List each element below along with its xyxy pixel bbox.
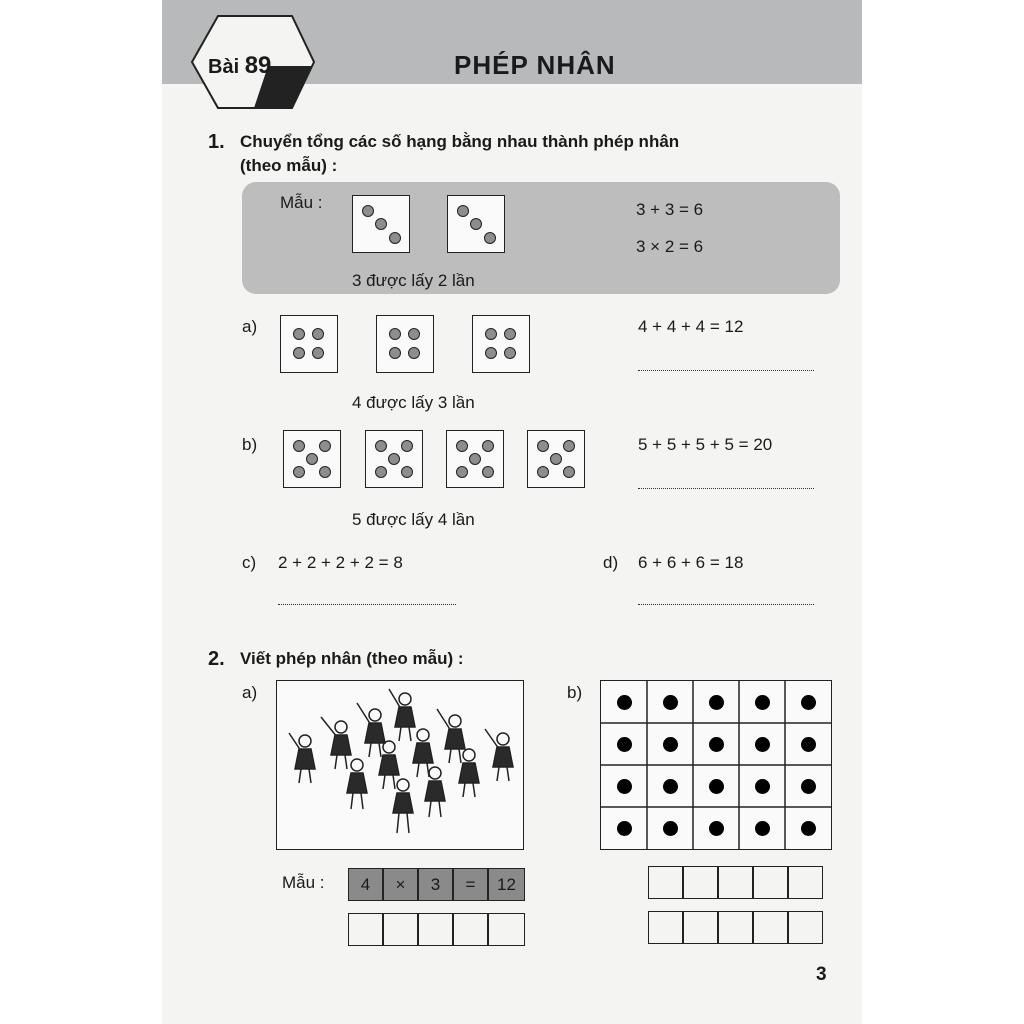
- ex2-a-label: a): [242, 683, 258, 702]
- grid-dot: [801, 821, 816, 836]
- grid-dot: [755, 821, 770, 836]
- sample-label: Mẫu :: [280, 193, 323, 212]
- page-title: PHÉP NHÂN: [454, 50, 616, 80]
- answer-a-cell-4[interactable]: [453, 913, 488, 946]
- answer-b2-cell-3[interactable]: [718, 911, 753, 944]
- sample-cell-4: =: [453, 868, 488, 901]
- child-figure: [437, 709, 465, 763]
- answer-a-cell-1[interactable]: [348, 913, 383, 946]
- child-figure: [485, 729, 513, 781]
- grid-dot: [617, 821, 632, 836]
- sample-cell-5: 12: [488, 868, 525, 901]
- die-b-1: [283, 430, 341, 488]
- sample-product: 3 × 2 = 6: [636, 237, 704, 256]
- child-figure: [393, 779, 413, 833]
- page-number: 3: [816, 964, 827, 985]
- item-a-sum: 4 + 4 + 4 = 12: [638, 317, 744, 336]
- child-figure: [357, 703, 385, 757]
- die-a-3: [472, 315, 530, 373]
- sample-sum: 3 + 3 = 6: [636, 200, 704, 219]
- answer-a-cell-3[interactable]: [418, 913, 453, 946]
- item-c-answer-line[interactable]: [278, 604, 456, 605]
- grid-dot: [617, 779, 632, 794]
- sample-die-2: [447, 195, 505, 253]
- exercise-1-instruction-line2: (theo mẫu) :: [240, 156, 338, 175]
- child-figure: [459, 749, 479, 797]
- grid-dot: [801, 737, 816, 752]
- answer-b1-cell-4[interactable]: [753, 866, 788, 899]
- ex2-sample-label: Mẫu :: [282, 873, 325, 892]
- answer-b1-cell-2[interactable]: [683, 866, 718, 899]
- answer-b2-cell-2[interactable]: [683, 911, 718, 944]
- item-b-caption: 5 được lấy 4 lần: [352, 510, 475, 529]
- grid-dot: [755, 737, 770, 752]
- child-figure: [379, 741, 399, 789]
- children-picture: [276, 680, 524, 850]
- grid-dot: [617, 695, 632, 710]
- workbook-page: [162, 0, 862, 1024]
- grid-dot: [709, 779, 724, 794]
- child-figure: [289, 733, 315, 783]
- exercise-2-number: 2.: [208, 648, 225, 670]
- lesson-label: Bài: [208, 56, 240, 78]
- lesson-number: 89: [244, 52, 272, 79]
- item-a-caption: 4 được lấy 3 lần: [352, 393, 475, 412]
- page-header: [162, 0, 862, 84]
- die-b-4: [527, 430, 585, 488]
- die-a-2: [376, 315, 434, 373]
- grid-dot: [709, 695, 724, 710]
- sample-box: [242, 182, 840, 294]
- sample-die-1: [352, 195, 410, 253]
- grid-dot: [663, 737, 678, 752]
- die-b-2: [365, 430, 423, 488]
- item-a-answer-line[interactable]: [638, 370, 814, 371]
- grid-dot: [801, 695, 816, 710]
- answer-b1-cell-1[interactable]: [648, 866, 683, 899]
- grid-dot: [709, 821, 724, 836]
- item-b-label: b): [242, 435, 258, 454]
- item-c-sum: 2 + 2 + 2 + 2 = 8: [278, 553, 403, 572]
- answer-b1-cell-5[interactable]: [788, 866, 823, 899]
- grid-dot: [663, 695, 678, 710]
- ex2-b-label: b): [567, 683, 583, 702]
- grid-dot: [801, 779, 816, 794]
- child-figure: [347, 759, 367, 809]
- die-a-1: [280, 315, 338, 373]
- sample-cell-2: ×: [383, 868, 418, 901]
- exercise-1-instruction-line1: Chuyển tổng các số hạng bằng nhau thành phép nhân: [240, 132, 680, 151]
- grid-dot: [663, 779, 678, 794]
- grid-dot: [755, 779, 770, 794]
- sample-cell-1: 4: [348, 868, 383, 901]
- sample-caption: 3 được lấy 2 lần: [352, 271, 475, 290]
- answer-b1-cell-3[interactable]: [718, 866, 753, 899]
- answer-a-cell-2[interactable]: [383, 913, 418, 946]
- child-figure: [321, 717, 351, 769]
- item-d-answer-line[interactable]: [638, 604, 814, 605]
- item-d-sum: 6 + 6 + 6 = 18: [638, 553, 744, 572]
- grid-dot: [617, 737, 632, 752]
- answer-b2-cell-4[interactable]: [753, 911, 788, 944]
- answer-b2-cell-1[interactable]: [648, 911, 683, 944]
- answer-b2-cell-5[interactable]: [788, 911, 823, 944]
- sample-cell-3: 3: [418, 868, 453, 901]
- item-d-label: d): [603, 553, 619, 572]
- grid-dot: [755, 695, 770, 710]
- item-b-sum: 5 + 5 + 5 + 5 = 20: [638, 435, 773, 454]
- exercise-2-instruction: Viết phép nhân (theo mẫu) :: [240, 649, 464, 668]
- answer-a-cell-5[interactable]: [488, 913, 525, 946]
- die-b-3: [446, 430, 504, 488]
- item-a-label: a): [242, 317, 258, 336]
- item-b-answer-line[interactable]: [638, 488, 814, 489]
- children-dancing-illustration: [277, 681, 523, 849]
- grid-dot: [709, 737, 724, 752]
- exercise-1-number: 1.: [208, 131, 225, 153]
- grid-dot: [663, 821, 678, 836]
- item-c-label: c): [242, 553, 257, 572]
- child-figure: [389, 689, 415, 741]
- dot-grid: [600, 680, 832, 850]
- lesson-number-label: [208, 52, 271, 80]
